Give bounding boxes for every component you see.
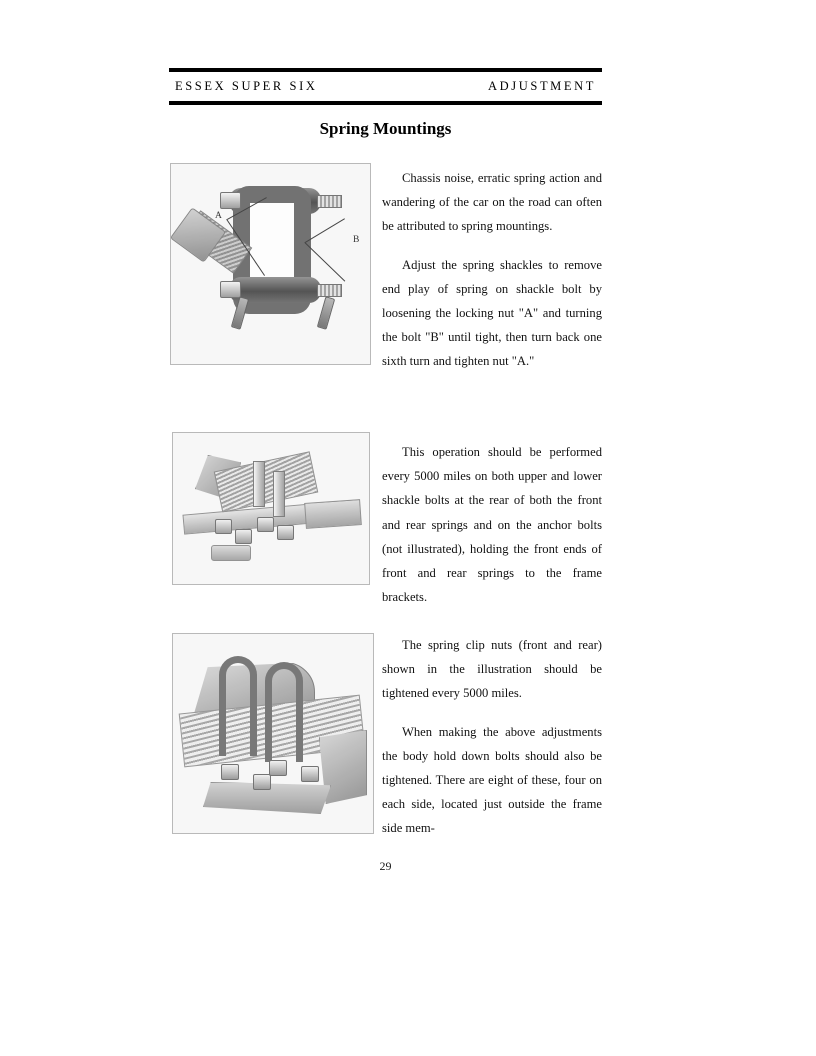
clip-nut-3: [257, 517, 274, 532]
running-head: [169, 68, 602, 105]
spring-clip-nut-3: [269, 760, 287, 776]
figure-1-photo: [171, 164, 370, 364]
paragraph: This operation should be performed every 5000 miles on both upper and lower shackle bolts at the rear of both the front and rear springs and on the anchor bolts (not illustrated), holding the front ends of front and rear springs to the frame brackets.: [382, 445, 602, 605]
figure-shackle-bolts-rear-spring: [172, 432, 370, 585]
locking-nut-a-upper: [220, 192, 241, 209]
spring-seat-plate: [304, 499, 362, 529]
body-bolt-pad: [211, 545, 251, 561]
spring-clip-nut-4: [301, 766, 319, 782]
clip-nut-1: [215, 519, 232, 534]
u-bolt-front: [219, 656, 257, 756]
figure-3-photo: [173, 634, 373, 833]
figure-spring-shackle-assembly: [170, 163, 371, 365]
shackle-bolt-post-left: [253, 461, 265, 507]
u-bolt-rear: [265, 662, 303, 762]
clip-nut-2: [235, 529, 252, 544]
page-title: Spring Mountings: [319, 119, 452, 138]
header-row: [169, 72, 602, 100]
shackle-bolt-b-lower: [317, 284, 342, 297]
header-section-name: ADJUSTMENT: [488, 79, 596, 93]
text-column-block-3: [382, 633, 602, 841]
figure-label-a: A: [215, 211, 222, 221]
text-column-block-1: [382, 166, 602, 374]
header-rule-bottom: [169, 101, 602, 105]
shackle-bolt-b-upper: [317, 195, 342, 208]
spring-clip-nut-1: [221, 764, 239, 780]
shackle-bolt-post-right: [273, 471, 285, 517]
paragraph: Chassis noise, erratic spring action and wandering of the car on the road can often be attributed to spring mountings.: [382, 171, 602, 234]
header-book-title: ESSEX SUPER SIX: [175, 79, 318, 93]
grease-fitting-right: [317, 296, 335, 330]
page-number: 29: [379, 859, 392, 873]
figure-spring-clip-u-bolts: [172, 633, 374, 834]
figure-2-photo: [173, 433, 369, 584]
clip-nut-4: [277, 525, 294, 540]
text-column-block-2: [382, 440, 602, 609]
paragraph: When making the above adjustments the body hold down bolts should also be tightened. There are eight of these, four on each side, located just outside the frame side mem-: [382, 724, 602, 836]
paragraph: Adjust the spring shackles to remove end play of spring on shackle bolt by loosening the locking nut "A" and turning the bolt "B" until tight, then turn back one sixth turn and tighten nut "A.": [382, 257, 602, 369]
figure-label-b: B: [353, 235, 360, 245]
spring-clip-nut-2: [253, 774, 271, 790]
locking-nut-a-lower: [220, 281, 241, 298]
paragraph: The spring clip nuts (front and rear) shown in the illustration should be tightened every 5000 miles.: [382, 638, 602, 701]
